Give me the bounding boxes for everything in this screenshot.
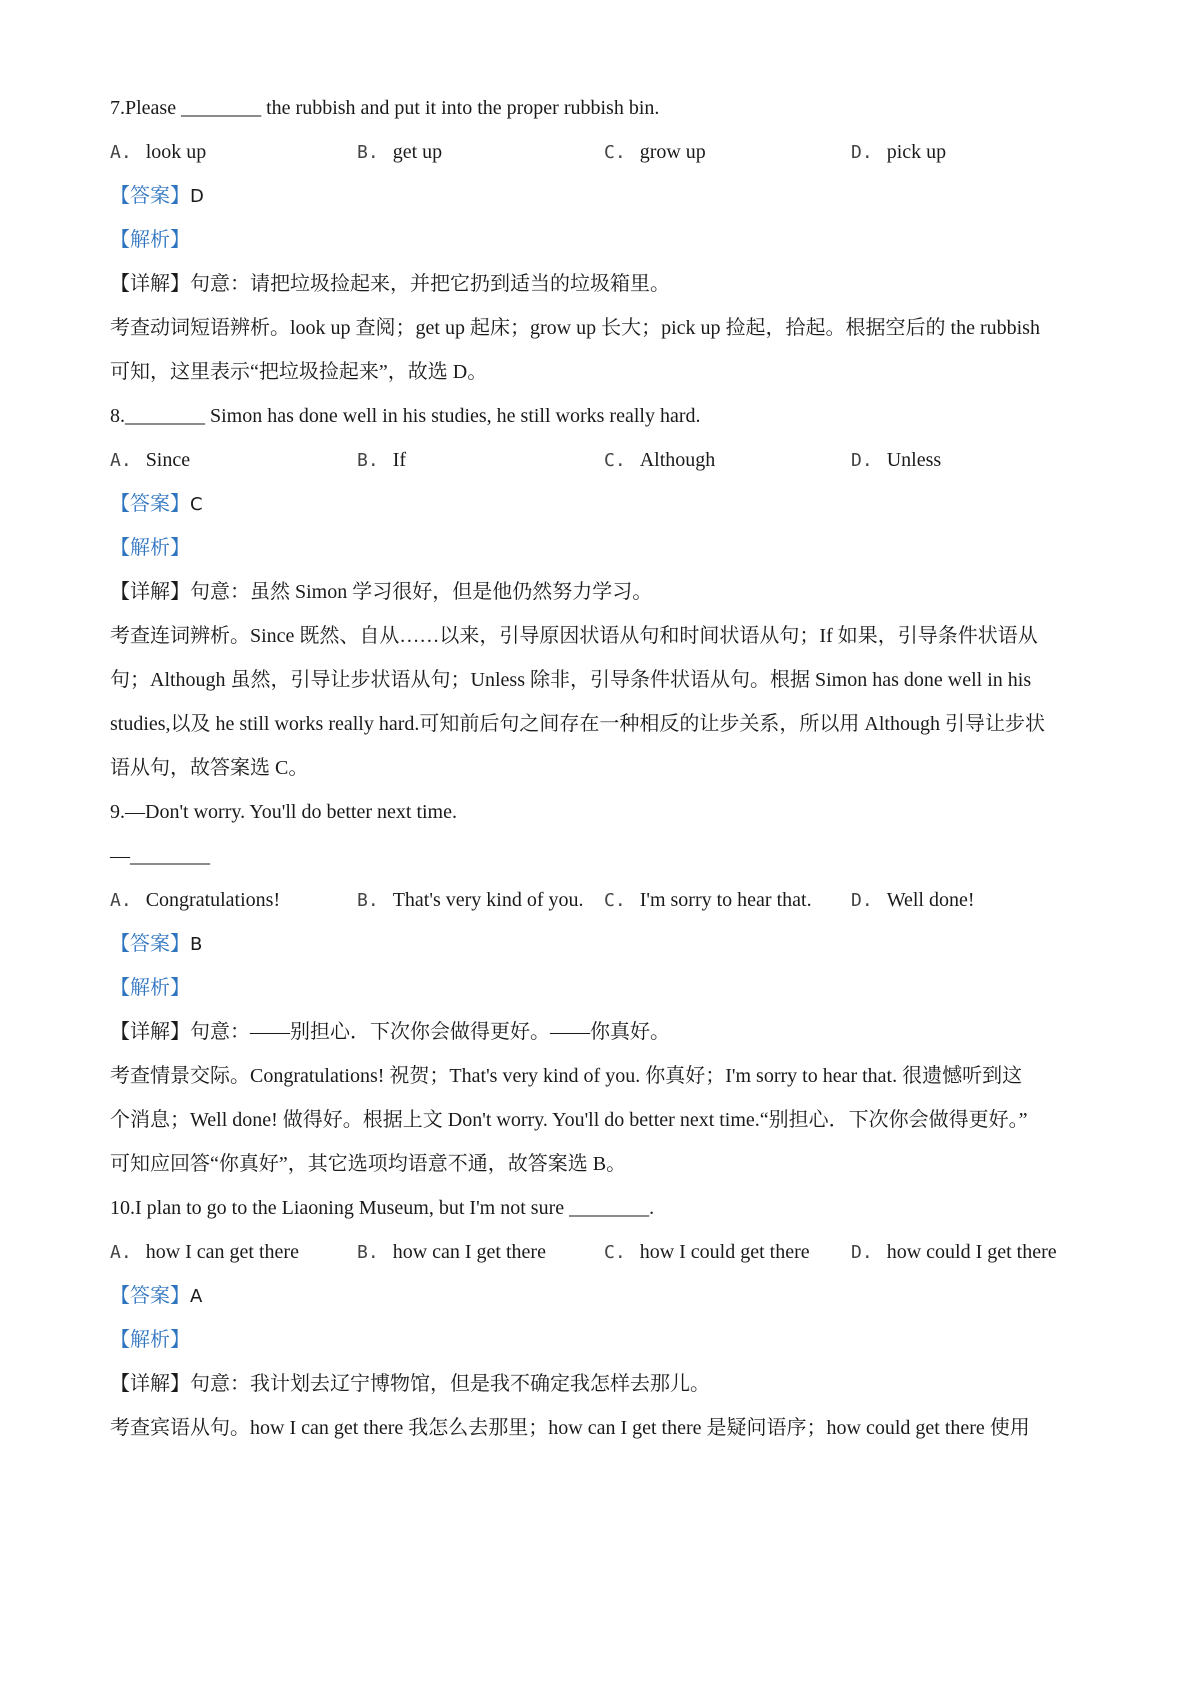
explanation-line: studies,以及 he still works really hard.可知前后句之间存在一种相反的让步关系，所以用 Although 引导让步状	[110, 713, 1045, 735]
analysis-tag: 【解析】	[110, 229, 190, 251]
detail-line	[110, 578, 1100, 606]
answer-letter: B	[190, 934, 203, 955]
detail-line	[110, 1018, 1100, 1046]
answer-letter: A	[190, 1286, 203, 1307]
detail-text: 句意：请把垃圾捡起来，并把它扔到适当的垃圾箱里。	[190, 273, 670, 295]
option-b: B. That's very kind of you.	[357, 889, 584, 911]
explanation-line: 考查情景交际。Congratulations! 祝贺；That's very kind of you. 你真好；I'm sorry to hear that. 很遗憾听到这	[110, 1065, 1023, 1087]
option-c: C. how I could get there	[604, 1241, 810, 1263]
explanation-line: 句；Although 虽然，引导让步状语从句；Unless 除非，引导条件状语从句。根据 Simon has done well in his	[110, 669, 1032, 691]
option-c: C. grow up	[604, 141, 706, 163]
question-10-stem: 10.I plan to go to the Liaoning Museum, but I'm not sure ________.	[110, 1197, 655, 1219]
analysis-tag: 【解析】	[110, 977, 190, 999]
option-a: A. look up	[110, 141, 207, 163]
question-9-reply-blank: —________	[110, 845, 210, 867]
detail-line	[110, 1370, 1100, 1398]
detail-text: 句意：我计划去辽宁博物馆，但是我不确定我怎样去那儿。	[190, 1373, 710, 1395]
option-d: D. Well done!	[851, 889, 975, 911]
answer-tag: 【答案】	[110, 1285, 190, 1307]
question-10-options	[110, 1238, 1100, 1266]
option-b: B. get up	[357, 141, 443, 163]
explanation-line: 个消息；Well done! 做得好。根据上文 Don't worry. You'll do better next time.“别担心．下次你会做得更好。”	[110, 1109, 1028, 1131]
option-a: A. how I can get there	[110, 1241, 299, 1263]
explanation-line: 考查动词短语辨析。look up 查阅；get up 起床；grow up 长大；pick up 捡起，拾起。根据空后的 the rubbish	[110, 317, 1040, 339]
detail-tag: 【详解】	[110, 1373, 190, 1395]
detail-line	[110, 270, 1100, 298]
analysis-tag-line	[110, 534, 1100, 562]
analysis-tag: 【解析】	[110, 537, 190, 559]
detail-tag: 【详解】	[110, 581, 190, 603]
explanation-line: 考查宾语从句。how I can get there 我怎么去那里；how can I get there 是疑问语序；how could get there 使用	[110, 1417, 1030, 1439]
question-9-options	[110, 886, 1100, 914]
option-d: D. Unless	[851, 449, 942, 471]
question-7-stem: 7.Please ________ the rubbish and put it into the proper rubbish bin.	[110, 97, 660, 119]
answer-line	[110, 490, 1100, 519]
option-d: D. pick up	[851, 141, 947, 163]
question-9-stem: 9.—Don't worry. You'll do better next time.	[110, 801, 457, 823]
answer-tag: 【答案】	[110, 493, 190, 515]
question-8-options	[110, 446, 1100, 474]
detail-tag: 【详解】	[110, 1021, 190, 1043]
option-b: B. how can I get there	[357, 1241, 546, 1263]
option-c: C. I'm sorry to hear that.	[604, 889, 812, 911]
option-a: A. Congratulations!	[110, 889, 281, 911]
explanation-line: 可知，这里表示“把垃圾捡起来”，故选 D。	[110, 361, 488, 383]
answer-tag: 【答案】	[110, 933, 190, 955]
analysis-tag-line	[110, 226, 1100, 254]
answer-line	[110, 182, 1100, 211]
explanation-line: 考查连词辨析。Since 既然、自从……以来，引导原因状语从句和时间状语从句；If 如果，引导条件状语从	[110, 625, 1038, 647]
answer-letter: C	[190, 494, 203, 515]
explanation-line: 可知应回答“你真好”，其它选项均语意不通，故答案选 B。	[110, 1153, 627, 1175]
detail-tag: 【详解】	[110, 273, 190, 295]
detail-text: 句意：虽然 Simon 学习很好，但是他仍然努力学习。	[190, 581, 653, 603]
analysis-tag: 【解析】	[110, 1329, 190, 1351]
option-b: B. If	[357, 449, 407, 471]
answer-tag: 【答案】	[110, 185, 190, 207]
answer-line	[110, 1282, 1100, 1311]
question-7-options	[110, 138, 1100, 166]
question-8-stem: 8.________ Simon has done well in his studies, he still works really hard.	[110, 405, 701, 427]
option-d: D. how could I get there	[851, 1241, 1057, 1263]
explanation-line: 语从句，故答案选 C。	[110, 757, 309, 779]
analysis-tag-line	[110, 1326, 1100, 1354]
answer-letter: D	[190, 186, 204, 207]
detail-text: 句意：——别担心．下次你会做得更好。——你真好。	[190, 1021, 670, 1043]
answer-line	[110, 930, 1100, 959]
option-a: A. Since	[110, 449, 191, 471]
option-c: C. Although	[604, 449, 716, 471]
analysis-tag-line	[110, 974, 1100, 1002]
